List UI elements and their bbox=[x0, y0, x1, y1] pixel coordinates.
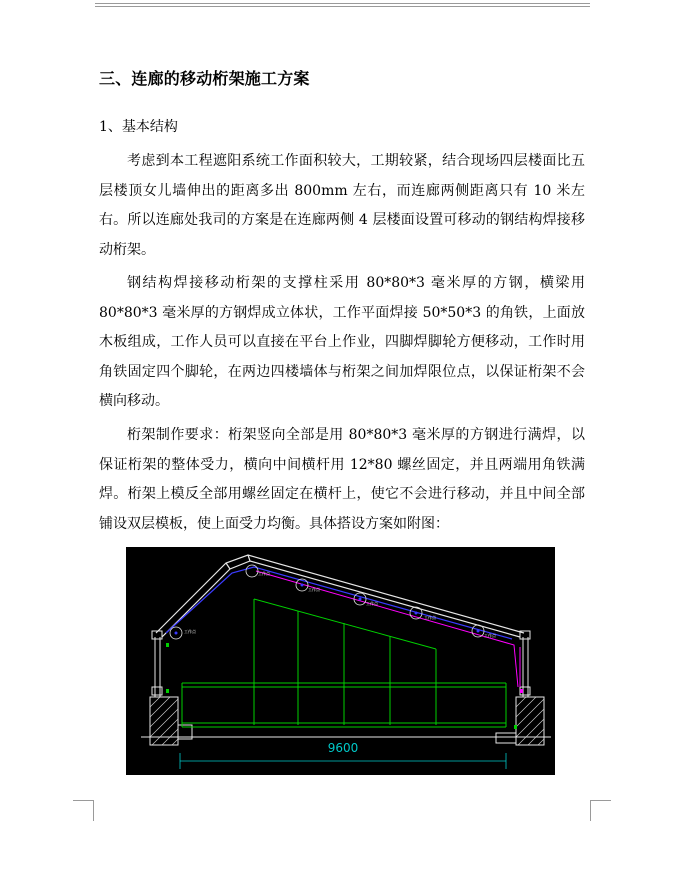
roof-structure bbox=[156, 555, 524, 637]
left-column bbox=[152, 631, 162, 697]
paragraph-1: 考虑到本工程遮阳系统工作面积较大，工期较紧，结合现场四层楼面比五层楼顶女儿墙伸出的距离多出 800mm 左右，而连廊两侧距离只有 10 米左右。所以连廊处我司的方案是在连廊两侧 4 层楼面设置可移动的钢结构焊接移动桁架。 bbox=[99, 153, 585, 258]
roof-beam bbox=[166, 567, 512, 639]
work-point-label: 工作点 bbox=[366, 601, 378, 606]
page-corner-mark-left bbox=[73, 800, 94, 821]
right-foundation-hatch bbox=[516, 697, 544, 745]
paragraph-3: 桁架制作要求：桁架竖向全部是用 80*80*3 毫米厚的方钢进行满焊，以保证桁架的整体受力，横向中间横杆用 12*80 螺丝固定，并且两端用角铁满焊。桁架上模反全部用螺丝固定在横杆上，使它不会进行移动，并且中间全部铺设双层模板，使上面受力均衡。具体搭设方案如附图： bbox=[99, 427, 585, 532]
truss-diagram bbox=[126, 547, 555, 775]
header-rule-bottom bbox=[95, 6, 590, 7]
right-foundation bbox=[516, 697, 544, 745]
dimension-line bbox=[180, 753, 506, 769]
work-point-label: 工作点 bbox=[308, 587, 320, 592]
subsection-heading: 1、基本结构 bbox=[99, 119, 178, 135]
left-foundation-hatch bbox=[150, 697, 178, 745]
page-corner-mark-right bbox=[590, 800, 611, 821]
work-point-labels bbox=[184, 570, 497, 638]
work-point-label: 工作点 bbox=[184, 629, 196, 634]
work-point-label: 工作点 bbox=[484, 633, 496, 638]
work-point-label: 工作点 bbox=[424, 615, 436, 620]
left-foundation bbox=[150, 697, 178, 745]
dimension-label: 9600 bbox=[327, 741, 359, 755]
paragraph-2: 钢结构焊接移动桁架的支撑柱采用 80*80*3 毫米厚的方钢，横梁用 80*80*3 毫米厚的方钢焊成立体状，工作平面焊接 50*50*3 的角铁，上面放木板组成，工作人员可以直接在平台上作业，四脚焊脚轮方便移动，工作时用角铁固定四个脚轮，在两边四楼墙体与桁架之间加焊限位点，以保证桁架不会横向移动。 bbox=[99, 275, 585, 409]
truss-drawing bbox=[126, 547, 555, 775]
roof-rail bbox=[256, 571, 518, 687]
work-points bbox=[170, 565, 484, 639]
right-step bbox=[496, 733, 516, 743]
work-point-label: 工作点 bbox=[258, 571, 270, 576]
section-heading: 三、连廊的移动桁架施工方案 bbox=[99, 69, 310, 88]
header-rule-top bbox=[95, 3, 590, 4]
moving-truss bbox=[182, 599, 506, 727]
right-column bbox=[520, 631, 530, 697]
